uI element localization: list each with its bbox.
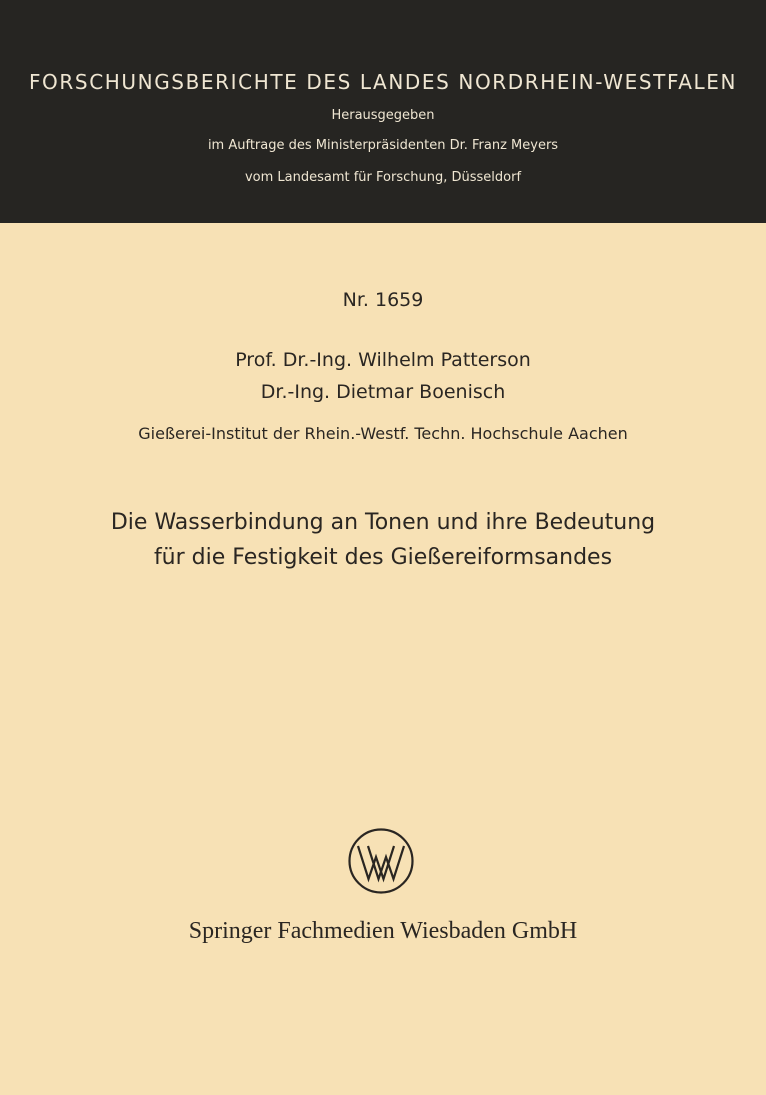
header-band (0, 0, 766, 223)
series-title: FORSCHUNGSBERICHTE DES LANDES NORDRHEIN-WESTFALEN (28, 70, 738, 94)
author-name: Dr.-Ing. Dietmar Boenisch (260, 381, 506, 403)
institute-name: Gießerei-Institut der Rhein.-Westf. Techn. Hochschule Aachen (138, 424, 628, 443)
editor-line-landesamt: vom Landesamt für Forschung, Düsseldorf (244, 170, 522, 185)
report-title-line: für die Festigkeit des Gießereiformsandes (153, 545, 613, 570)
editor-line-herausgegeben: Herausgegeben (331, 108, 435, 123)
author-name: Prof. Dr.-Ing. Wilhelm Patterson (235, 349, 531, 371)
publisher-name: Springer Fachmedien Wiesbaden GmbH (188, 918, 578, 944)
editor-line-auftrag: im Auftrage des Ministerpräsidenten Dr. Franz Meyers (207, 138, 559, 153)
report-title-line: Die Wasserbindung an Tonen und ihre Bedeutung (110, 510, 656, 535)
ww-circle-logo-icon (347, 827, 415, 895)
report-number: Nr. 1659 (342, 289, 424, 311)
